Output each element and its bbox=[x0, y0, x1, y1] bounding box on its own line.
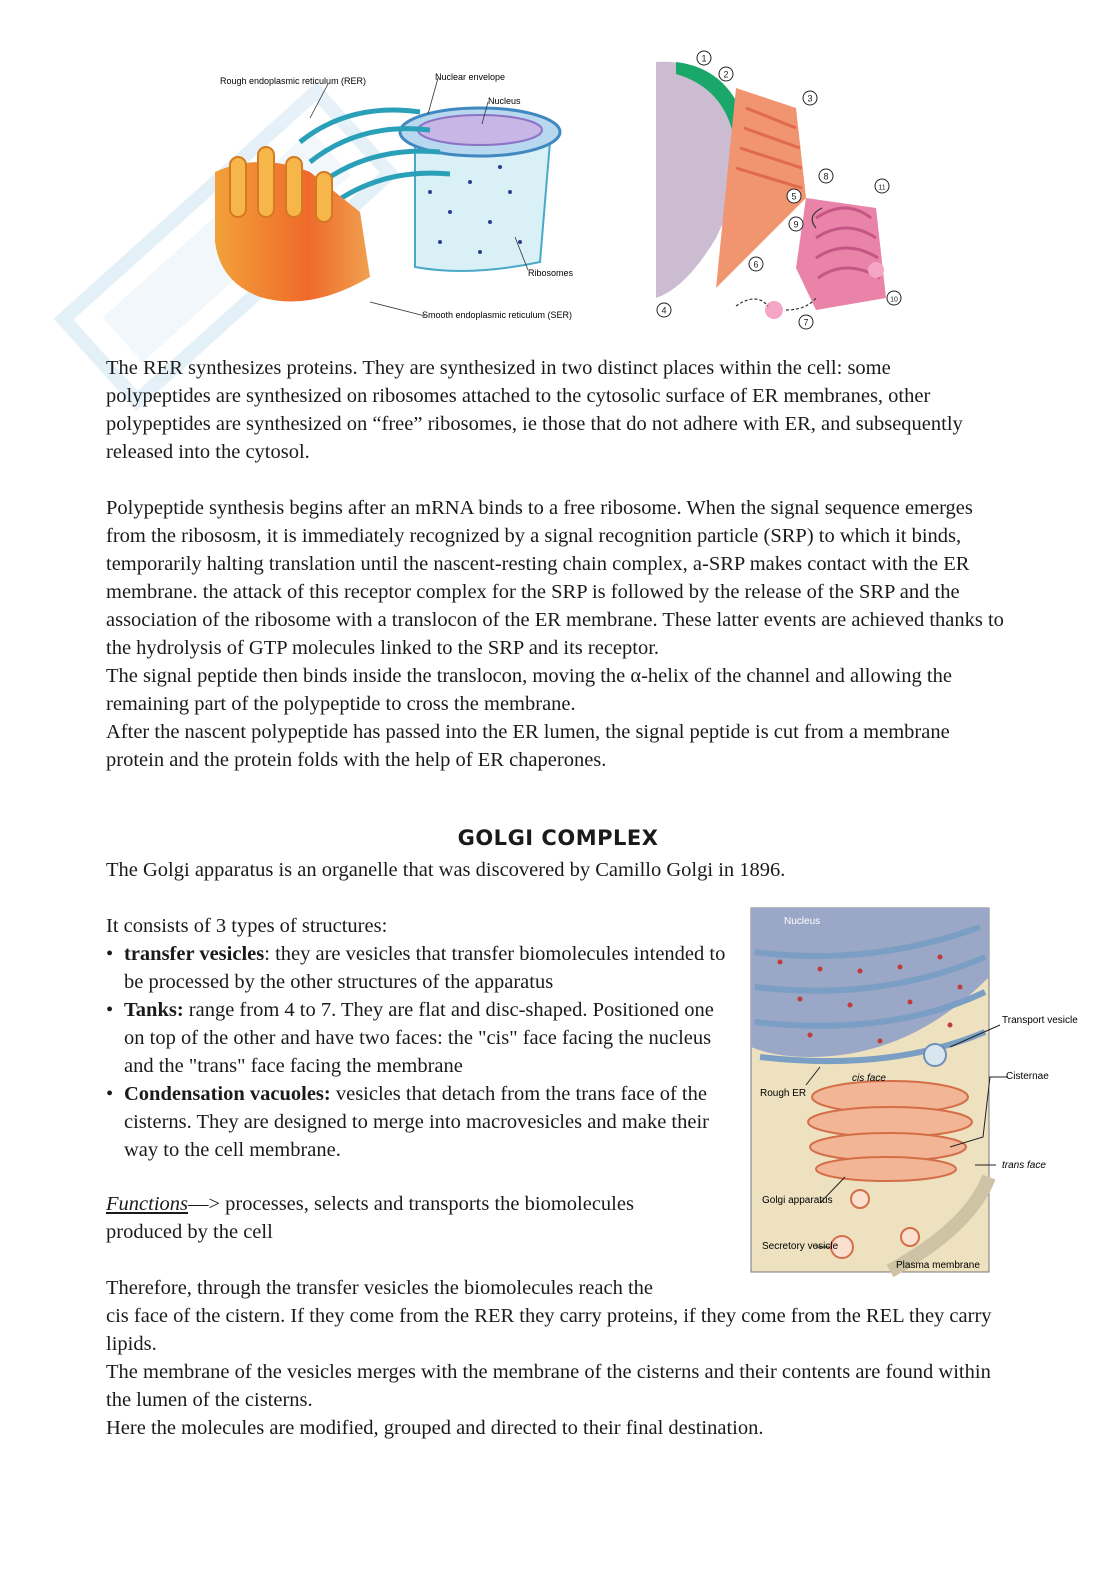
callout-number: 6 bbox=[753, 259, 759, 270]
bullet-sep: : bbox=[264, 943, 270, 965]
er-label-ribosomes: Ribosomes bbox=[528, 268, 574, 278]
callout-number: 8 bbox=[823, 171, 829, 182]
er-lumen-text: After the nascent polypeptide has passed into the ER lumen, the signal peptide is cut from a membrane protein and the protein folds with the help of ER chaperones. bbox=[106, 721, 950, 771]
er-label-rer: Rough endoplasmic reticulum (RER) bbox=[220, 76, 367, 86]
paragraph-rer-synthesis bbox=[106, 354, 986, 466]
golgi-label-nucleus: Nucleus bbox=[784, 916, 821, 927]
paragraph-polypeptide-synthesis bbox=[106, 494, 1006, 774]
transfer-vesicles-line1: Therefore, through the transfer vesicles the biomolecules reach the bbox=[106, 1277, 654, 1299]
polypeptide-synthesis-text: Polypeptide synthesis begins after an mRNA binds to a free ribosome. When the signal sequence emerges from the ribososm, it is immediately recognized by a signal recognition particle (SRP) to which it binds, temporarily halting translation until the nascent-resting chain complex, a-SRP makes contact with the ER membrane. the attack of this receptor complex for the SRP is followed by the release of the SRP and the association of the ribosome with a translocon of the ER membrane. These latter events are achieved thanks to the hydrolysis of GTP molecules linked to the SRP and its receptor. bbox=[106, 497, 1004, 659]
callout-number: 5 bbox=[791, 191, 797, 202]
er-label-nuclear-envelope: Nuclear envelope bbox=[435, 72, 506, 82]
golgi-intro-text: The Golgi apparatus is an organelle that was discovered by Camillo Golgi in 1896. bbox=[106, 859, 786, 881]
signal-peptide-text: The signal peptide then binds inside the translocon, moving the α-helix of the channel and allowing the remaining part of the polypeptide to cross the membrane. bbox=[106, 665, 952, 715]
section-heading-golgi: GOLGI COMPLEX bbox=[457, 826, 659, 850]
golgi-label-plasma-membrane: Plasma membrane bbox=[896, 1260, 980, 1271]
golgi-label-golgi-apparatus: Golgi apparatus bbox=[762, 1195, 833, 1206]
callout-number: 4 bbox=[661, 305, 667, 316]
structures-section bbox=[106, 912, 734, 1164]
bullet-term: Condensation vacuoles: bbox=[124, 1083, 331, 1105]
er-diagram bbox=[200, 62, 600, 328]
callout-number: 3 bbox=[807, 93, 813, 104]
list-item bbox=[106, 1080, 734, 1164]
callout-number: 7 bbox=[803, 317, 809, 328]
callout-number: 1 bbox=[701, 53, 707, 64]
transfer-vesicles-line2: cis face of the cistern. If they come from the RER they carry proteins, if they come from the REL they carry lipids. bbox=[106, 1305, 992, 1355]
structures-intro: It consists of 3 types of structures: bbox=[106, 915, 388, 937]
rer-synthesis-text: The RER synthesizes proteins. They are synthesized in two distinct places within the cell: some polypeptides are synthesized on ribosomes attached to the cytosolic surface of ER membranes, other polypeptides are synthesized on “free” ribosomes, ie those that do not adhere with ER, and subsequently released into the cytosol. bbox=[106, 357, 963, 463]
er-label-ser: Smooth endoplasmic reticulum (SER) bbox=[422, 310, 573, 320]
callout-number: 9 bbox=[793, 219, 799, 230]
golgi-label-rough-er: Rough ER bbox=[760, 1088, 807, 1099]
golgi-diagram bbox=[750, 907, 1078, 1273]
golgi-label-cis-face: cis face bbox=[852, 1073, 886, 1084]
callout-number: 2 bbox=[723, 69, 729, 80]
paragraph-golgi-intro bbox=[106, 856, 1006, 884]
list-item bbox=[106, 940, 734, 996]
structures-list bbox=[106, 940, 734, 1164]
bullet-text: vesicles that detach from the trans face of the cisterns. They are designed to merge into macrovesicles and make their way to the cell membrane. bbox=[124, 1083, 710, 1161]
golgi-label-secretory-vesicle: Secretory vesicle bbox=[762, 1241, 839, 1252]
paragraph-transfer-vesicles bbox=[106, 1274, 996, 1442]
bullet-term: Tanks: bbox=[124, 999, 184, 1021]
callout-number: 10 bbox=[890, 296, 898, 304]
golgi-label-transport-vesicle: Transport vesicle bbox=[1002, 1015, 1078, 1026]
golgi-label-cisternae: Cisternae bbox=[1006, 1071, 1049, 1082]
functions-text: —> processes, selects and transports the biomolecules produced by the cell bbox=[106, 1193, 634, 1243]
list-item bbox=[106, 996, 734, 1080]
golgi-label-trans-face: trans face bbox=[1002, 1160, 1046, 1171]
functions-label: Functions bbox=[106, 1193, 188, 1215]
molecules-modified-text: Here the molecules are modified, grouped and directed to their final destination. bbox=[106, 1417, 764, 1439]
secretory-pathway-diagram bbox=[656, 48, 910, 328]
bullet-text: range from 4 to 7. They are flat and disc-shaped. Positioned one on top of the other and have two faces: the "cis" face facing the nucleus and the "trans" face facing the membrane bbox=[124, 999, 714, 1077]
bullet-text: they are vesicles that transfer biomolecules intended to be processed by the other structures of the apparatus bbox=[124, 943, 726, 993]
bullet-term: transfer vesicles bbox=[124, 943, 265, 965]
er-label-nucleus: Nucleus bbox=[488, 96, 521, 106]
functions-section bbox=[106, 1190, 706, 1246]
vesicle-membrane-text: The membrane of the vesicles merges with the membrane of the cisterns and their contents are found within the lumen of the cisterns. bbox=[106, 1361, 991, 1411]
callout-number: 11 bbox=[878, 184, 886, 192]
